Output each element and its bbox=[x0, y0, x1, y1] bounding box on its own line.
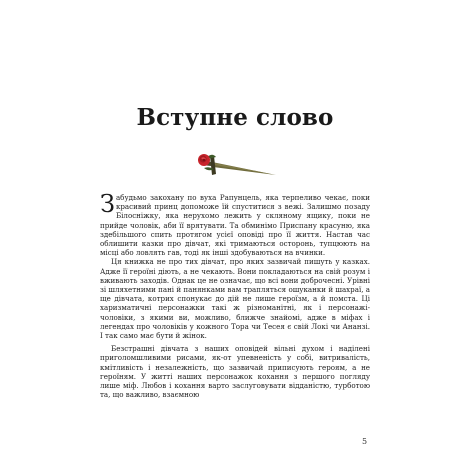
drop-cap: З bbox=[100, 190, 115, 218]
page-title: Вступне слово bbox=[136, 104, 334, 131]
paragraph-1: Забудьмо закохану по вуха Рапунцель, яка терпеливо чекає, поки красивий принц допоможе їй спуститися з вежі. Залишмо позаду Білосніжку, яка нерухомо лежить у скляному ящику, поки не прийде чоловік, аби її врятувати. Та обминімо Приспану красуню, яка здебільшого спить протягом усієї оповіді про її життя. Настав час облишити казки про дівчат, які тримаються осторонь, тупцюють на місці або ловлять гав, тоді як інші здобуваються на вчинки. bbox=[100, 190, 370, 258]
dagger-with-rose-icon bbox=[196, 148, 278, 182]
paragraph-3: Безстрашні дівчата з наших оповідей вільні духом і наділені приголомшливими рисами, як-от упевненість у собі, витривалість, кмітливість і незалежність, що зазвичай приписують героям, а не героїням. У житті наших персонажок кохання з першого погляду лише міф. Любов і кохання варто заслуговувати відданістю, турботою та, що важливо, взаємною bbox=[100, 344, 370, 400]
page-number: 5 bbox=[362, 437, 368, 446]
paragraph-2: Ця книжка не про тих дівчат, про яких зазвичай пишуть у казках. Адже її героїні діють, а не чекають. Вони покладаються на свій розум і вживають заходів. Однак це не означає, що всі вони доброчесні. Урівні зі шляхетними пані й панянками вам трапляться ошуканки й шахраї, а ще дівчата, котрих спонукає до дій не лише героїзм, а й помста. Ці харизматичні персонажки такі ж різноманітні, як і персонажі-чоловіки, з якими ви, можливо, ближче знайомі, адже в міфах і легендах про чоловіків у кожного Тора чи Тесея є свій Локі чи Ананзі. І так само має бути й жінок. bbox=[100, 257, 370, 341]
rose-bloom bbox=[198, 154, 210, 166]
introduction-text bbox=[100, 190, 370, 400]
